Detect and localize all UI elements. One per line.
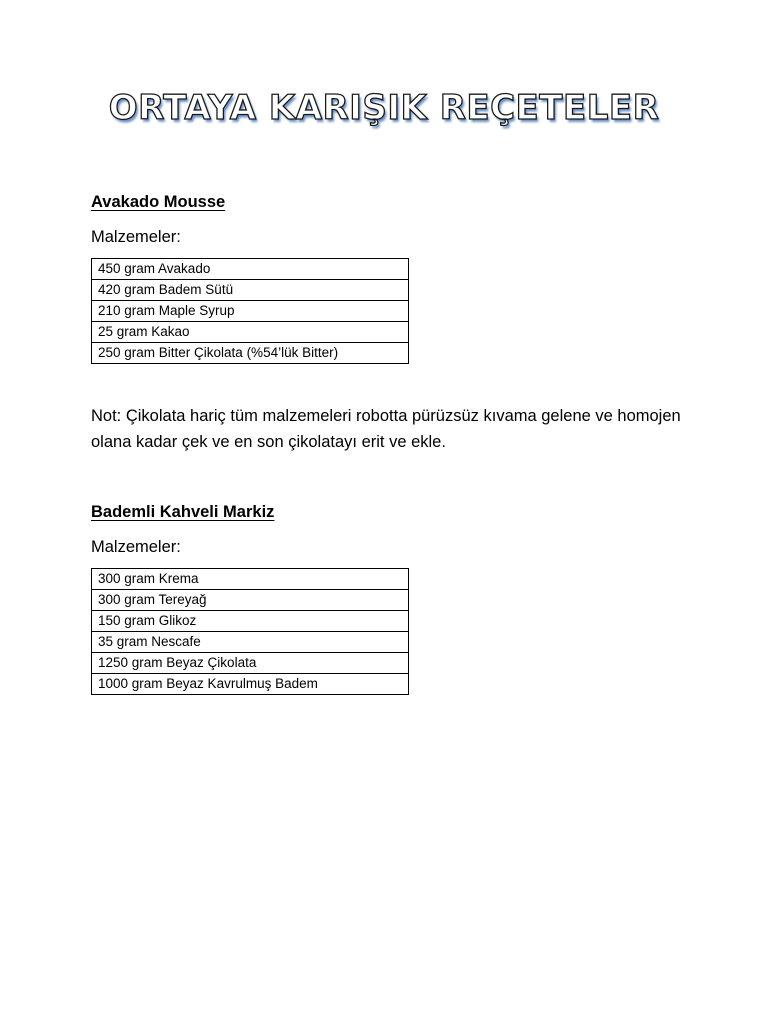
ingredient-cell: 150 gram Glikoz	[92, 611, 409, 632]
recipe-bademli-kahveli-markiz	[91, 502, 711, 695]
ingredient-cell: 210 gram Maple Syrup	[92, 301, 409, 322]
ingredient-cell: 300 gram Tereyağ	[92, 590, 409, 611]
table-row	[92, 343, 409, 364]
recipe-title: Avakado Mousse	[91, 193, 226, 211]
page-title: ORTAYA KARIŞIK REÇETELER	[108, 88, 660, 128]
ingredient-cell: 1250 gram Beyaz Çikolata	[92, 653, 409, 674]
ingredient-cell: 1000 gram Beyaz Kavrulmuş Badem	[92, 674, 409, 695]
ingredients-label: Malzemeler:	[91, 228, 181, 246]
table-row	[92, 259, 409, 280]
table-row	[92, 653, 409, 674]
recipe-title: Bademli Kahveli Markiz	[91, 503, 275, 521]
table-row	[92, 322, 409, 343]
table-row	[92, 280, 409, 301]
table-row	[92, 632, 409, 653]
recipe-note: Not: Çikolata hariç tüm malzemeleri robotta pürüzsüz kıvama gelene ve homojen olana kadar çek ve en son çikolatayı erit ve ekle.	[91, 407, 681, 451]
ingredient-cell: 300 gram Krema	[92, 569, 409, 590]
ingredient-cell: 35 gram Nescafe	[92, 632, 409, 653]
ingredient-cell: 25 gram Kakao	[92, 322, 409, 343]
table-row	[92, 611, 409, 632]
ingredient-cell: 450 gram Avakado	[92, 259, 409, 280]
ingredient-cell: 250 gram Bitter Çikolata (%54’lük Bitter)	[92, 343, 409, 364]
table-row	[92, 590, 409, 611]
ingredient-cell: 420 gram Badem Sütü	[92, 280, 409, 301]
table-row	[92, 674, 409, 695]
ingredients-label: Malzemeler:	[91, 538, 181, 556]
recipe-avakado-mousse	[91, 192, 711, 364]
table-row	[92, 569, 409, 590]
ingredients-table	[91, 568, 409, 695]
ingredients-table	[91, 258, 409, 364]
table-row	[92, 301, 409, 322]
